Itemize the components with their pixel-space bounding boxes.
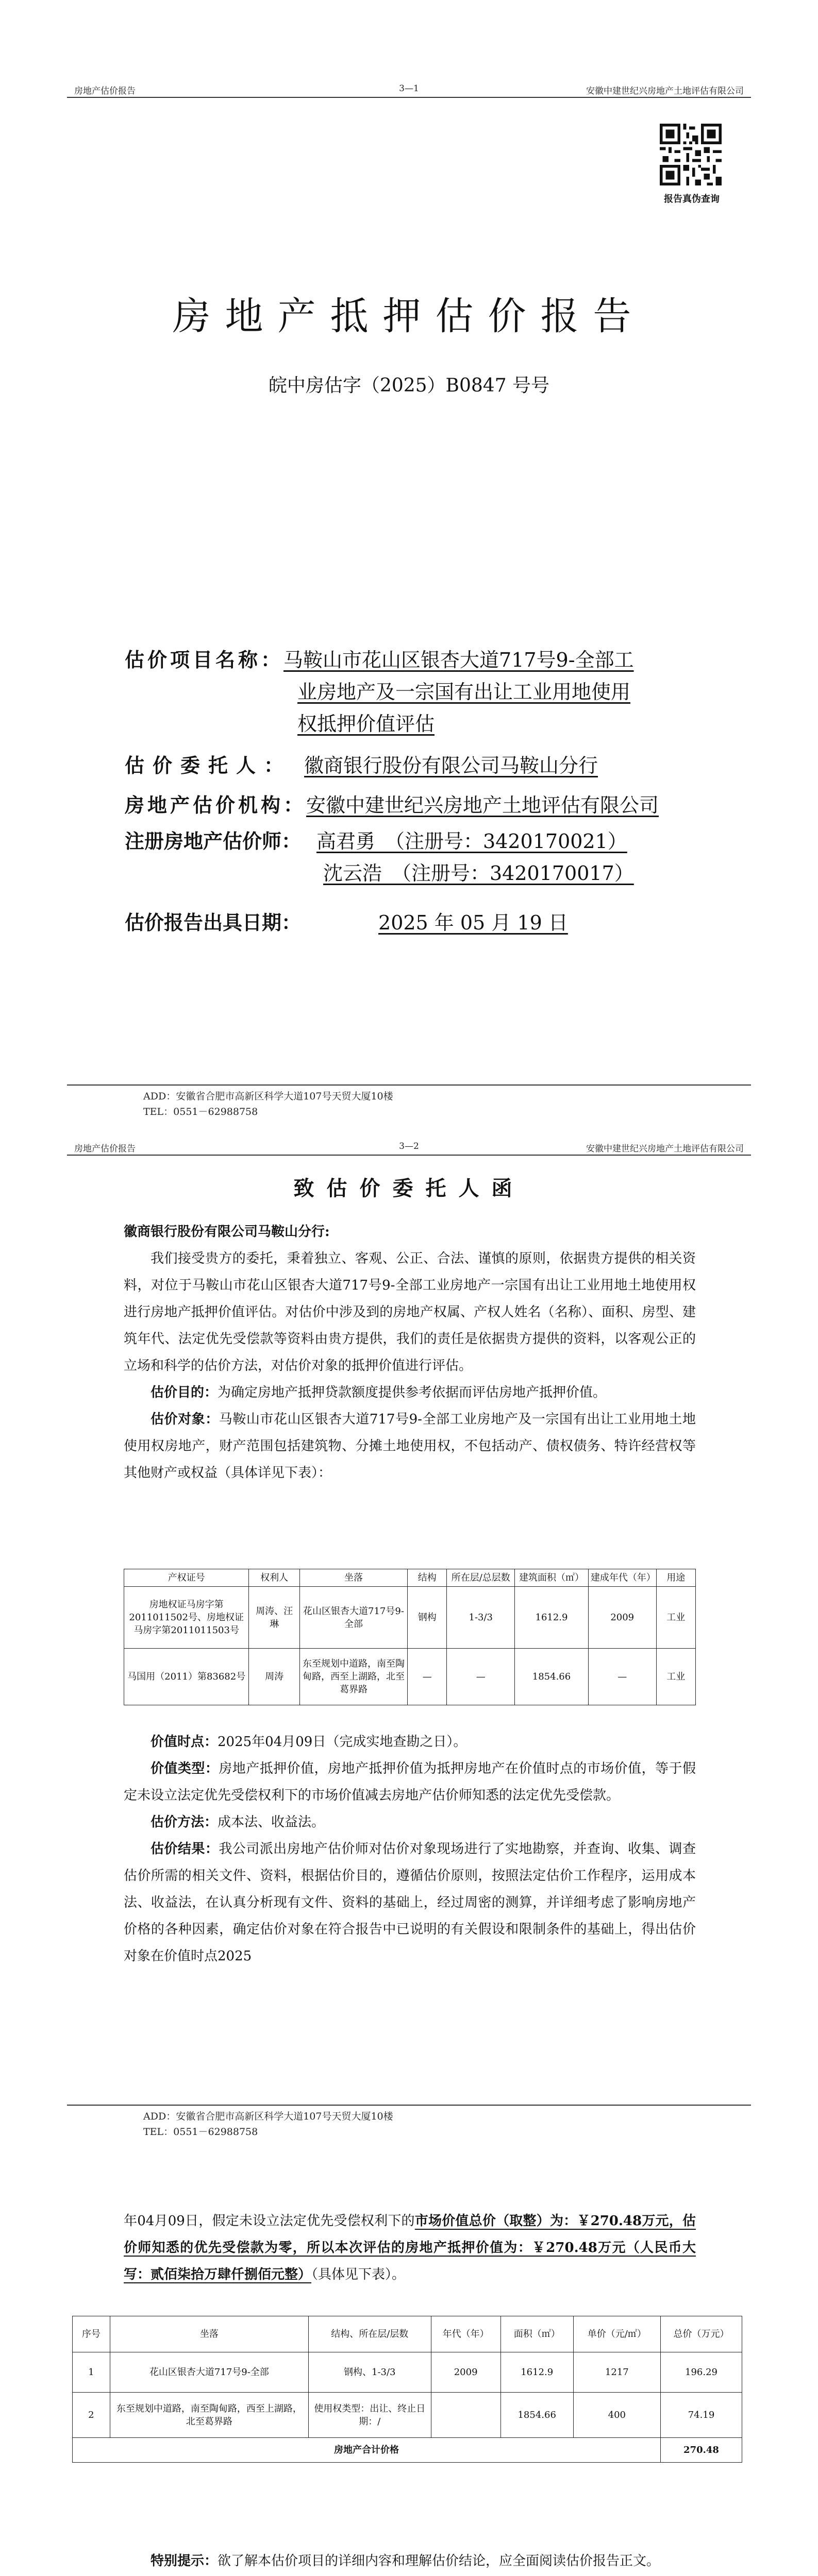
running-header <box>67 1141 751 1156</box>
result-text: 我公司派出房地产估价师对估价对象现场进行了实地勘察，并查询、收集、调查估价所需的相关文件、资料，根据估价目的，遵循估价原则，按照法定估价工作程序，运用成本法、收益法，在认真分析现有文件、资料的基础上，经过周密的测算，并详细考虑了影响房地产价格的各种因素，确定估价对象在符合报告中已说明的有关假设和限制条件的基础上，得出估价对象在价值时点2025 <box>124 1841 696 1964</box>
table-row <box>73 2393 742 2438</box>
table-cell: 钢构 <box>408 1587 447 1649</box>
field-value: 安徽中建世纪兴房地产土地评估有限公司 <box>306 794 659 817</box>
special-label: 特别提示： <box>151 2553 218 2569</box>
valuation-table <box>72 2316 742 2463</box>
result-text-end: （具体见下表）。 <box>311 2267 406 2282</box>
purpose-paragraph <box>124 1379 696 1406</box>
table-header-cell: 总价（万元） <box>661 2316 742 2352</box>
table-cell <box>431 2393 500 2438</box>
total-value-cell: 270.48 <box>661 2438 742 2463</box>
table-header-cell: 坐落 <box>299 1569 407 1587</box>
header-left: 房地产估价报告 <box>74 1144 136 1154</box>
table-cell: 1 <box>73 2352 110 2393</box>
table-cell: — <box>408 1649 447 1705</box>
letter-body <box>124 1218 696 1486</box>
table-cell: 周涛、汪琳 <box>249 1587 300 1649</box>
date-paragraph <box>124 1728 696 1755</box>
field-report-date <box>125 907 702 939</box>
special-paragraph <box>124 2548 696 2574</box>
running-header <box>67 83 751 98</box>
table-cell: 花山区银杏大道717号9-全部 <box>299 1587 407 1649</box>
page-footer <box>67 2105 751 2140</box>
type-paragraph <box>124 1755 696 1809</box>
table-cell: 房地权证马房字第2011011502号、房地权证马房字第2011011503号 <box>124 1587 249 1649</box>
table-cell: 东至规划中道路，南至陶甸路，西至上湖路，北至葛界路 <box>110 2393 308 2438</box>
letter-title: 致估价委托人函 <box>293 1176 525 1200</box>
report-title: 房地产抵押估价报告 <box>172 294 646 338</box>
field-appraisers <box>125 825 702 889</box>
result-paragraph <box>124 1836 696 1970</box>
header-company: 安徽中建世纪兴房地产土地评估有限公司 <box>586 1144 744 1154</box>
table-header-cell: 结构 <box>408 1569 447 1587</box>
table-cell: 1612.9 <box>500 2352 573 2393</box>
table-header-cell: 年代（年） <box>431 2316 500 2352</box>
table-cell: 马国用（2011）第83682号 <box>124 1649 249 1705</box>
table-header-cell: 面积（㎡） <box>500 2316 573 2352</box>
table-header-cell: 权利人 <box>249 1569 300 1587</box>
header-left: 房地产估价报告 <box>74 86 136 96</box>
field-label: 估价委托人： <box>125 754 292 777</box>
table-header-row <box>124 1569 696 1587</box>
intro-paragraph: 我们接受贵方的委托，秉着独立、客观、公正、合法、谨慎的原则，依据贵方提供的相关资料，对位于马鞍山市花山区银杏大道717号9-全部工业房地产一宗国有出让工业用地土地使用权进行房地产抵押价值评估。对估价中涉及到的房地产权属、产权人姓名（名称）、面积、房型、建筑年代、法定优先受偿款等资料由贵方提供，我们的责任是依据贵方提供的资料，以客观公正的立场和科学的估价方法，对估价对象的抵押价值进行评估。 <box>124 1251 696 1374</box>
table-row <box>124 1649 696 1705</box>
object-label: 估价对象： <box>151 1412 219 1427</box>
method-paragraph <box>124 1809 696 1836</box>
table-header-row <box>73 2316 742 2352</box>
table-cell: 1-3/3 <box>447 1587 515 1649</box>
table-row <box>124 1587 696 1649</box>
table-header-cell: 结构、所在层/层数 <box>309 2316 431 2352</box>
table-header-cell: 单价（元/㎡） <box>573 2316 660 2352</box>
field-value: 马鞍山市花山区银杏大道717号9-全部工 <box>283 649 634 671</box>
date-label: 价值时点： <box>151 1734 218 1750</box>
method-label: 估价方法： <box>151 1815 218 1830</box>
table-row <box>73 2352 742 2393</box>
header-page-number: 3—1 <box>399 83 419 94</box>
result-label: 估价结果： <box>151 1841 219 1857</box>
object-paragraph <box>124 1406 696 1486</box>
table-cell: 74.19 <box>661 2393 742 2438</box>
result-value-text: 市场价值总价（取整）为：￥270.48万元，估价师知悉的优先受偿款为零，所以本次评估的房地产抵押价值为：￥270.48万元（人民币大写：贰佰柒拾万肆仟捌佰元整） <box>124 2213 696 2282</box>
table-cell: 2 <box>73 2393 110 2438</box>
table-cell: 2009 <box>588 1587 656 1649</box>
table-header-cell: 所在层/总层数 <box>447 1569 515 1587</box>
table-cell: 1217 <box>573 2352 660 2393</box>
table-cell: 1854.66 <box>515 1649 589 1705</box>
table-cell: 工业 <box>656 1587 695 1649</box>
addressee: 徽商银行股份有限公司马鞍山分行: <box>124 1224 330 1240</box>
header-company: 安徽中建世纪兴房地产土地评估有限公司 <box>586 86 744 96</box>
document-number: 皖中房估字（2025）B0847 号号 <box>268 375 550 396</box>
object-text: 马鞍山市花山区银杏大道717号9-全部工业房地产及一宗国有出让工业用地土地使用权房地产，财产范围包括建筑物、分摊土地使用权，不包括动产、债权债务、特许经营权等其他财产或权益（具体详见下表）： <box>124 1412 696 1481</box>
table-cell: 使用权类型：出让、终止日期：/ <box>309 2393 431 2438</box>
date-text: 2025年04月09日（完成实地查勘之日）。 <box>218 1734 467 1750</box>
qr-code-icon[interactable] <box>660 124 722 185</box>
field-value: 权抵押价值评估 <box>297 713 435 735</box>
field-agency <box>125 789 702 821</box>
table-cell: 花山区银杏大道717号9-全部 <box>110 2352 308 2393</box>
result-page <box>0 2197 818 2576</box>
table-cell: — <box>447 1649 515 1705</box>
method-text: 成本法、收益法。 <box>218 1815 325 1830</box>
table-header-cell: 产权证号 <box>124 1569 249 1587</box>
total-label-cell: 房地产合计价格 <box>73 2438 661 2463</box>
footer-address: ADD：安徽省合肥市高新区科学大道107号天贸大厦10楼 <box>143 2111 393 2122</box>
page-footer <box>67 1084 751 1120</box>
table-cell: 1612.9 <box>515 1587 589 1649</box>
field-label: 估价报告出具日期： <box>125 911 302 934</box>
table-cell: 工业 <box>656 1649 695 1705</box>
type-label: 价值类型： <box>151 1761 219 1776</box>
field-value: 徽商银行股份有限公司马鞍山分行 <box>304 754 598 777</box>
table-header-cell: 建筑面积（㎡） <box>515 1569 589 1587</box>
field-value: 2025 年 05 月 19 日 <box>378 911 568 934</box>
table-cell: 400 <box>573 2393 660 2438</box>
special-note <box>124 2548 696 2574</box>
result-text: 年04月09日，假定未设立法定优先受偿权利下的 <box>124 2213 415 2229</box>
field-client <box>125 750 702 782</box>
table-header-cell: 序号 <box>73 2316 110 2352</box>
purpose-text: 为确定房地产抵押贷款额度提供参考依据而评估房地产抵押价值。 <box>218 1385 607 1400</box>
field-label: 房地产估价机构： <box>125 793 307 817</box>
field-label: 注册房地产估价师： <box>125 829 302 853</box>
cover-page <box>0 0 818 1117</box>
table-cell: 196.29 <box>661 2352 742 2393</box>
table-cell: 钢构、1-3/3 <box>309 2352 431 2393</box>
table-cell: 1854.66 <box>500 2393 573 2438</box>
field-project-name <box>125 644 702 740</box>
result-paragraph-cont <box>124 2208 696 2288</box>
table-header-cell: 建成年代（年） <box>588 1569 656 1587</box>
field-value: 业房地产及一宗国有出让工业用地使用 <box>297 681 631 703</box>
purpose-label: 估价目的： <box>151 1385 218 1400</box>
footer-address: ADD：安徽省合肥市高新区科学大道107号天贸大厦10楼 <box>143 1091 393 1102</box>
property-table <box>124 1569 696 1705</box>
footer-tel: TEL：0551－62988758 <box>143 1106 258 1117</box>
table-header-cell: 用途 <box>656 1569 695 1587</box>
table-cell: 周涛 <box>249 1649 300 1705</box>
table-cell: — <box>588 1649 656 1705</box>
letter-page <box>0 1136 818 2192</box>
qr-caption: 报告真伪查询 <box>664 194 720 205</box>
field-value: 高君勇 （注册号：3420170021） <box>316 830 627 853</box>
type-text: 房地产抵押价值，房地产抵押价值为抵押房地产在价值时点的市场价值，等于假定未设立法定优先受偿权利下的市场价值减去房地产估价师知悉的法定优先受偿款。 <box>124 1761 696 1803</box>
letter-body-continued <box>124 1728 696 1970</box>
table-total-row <box>73 2438 742 2463</box>
field-value: 沈云浩 （注册号：3420170017） <box>323 862 634 885</box>
footer-tel: TEL：0551－62988758 <box>143 2126 258 2138</box>
table-cell: 东至规划中道路，南至陶甸路，西至上湖路，北至葛界路 <box>299 1649 407 1705</box>
table-header-cell: 坐落 <box>110 2316 308 2352</box>
field-label: 估价项目名称： <box>125 648 284 671</box>
table-cell: 2009 <box>431 2352 500 2393</box>
result-continued <box>124 2208 696 2288</box>
special-text: 欲了解本估价项目的详细内容和理解估价结论，应全面阅读估价报告正文。 <box>218 2553 660 2569</box>
header-page-number: 3—2 <box>399 1141 419 1151</box>
